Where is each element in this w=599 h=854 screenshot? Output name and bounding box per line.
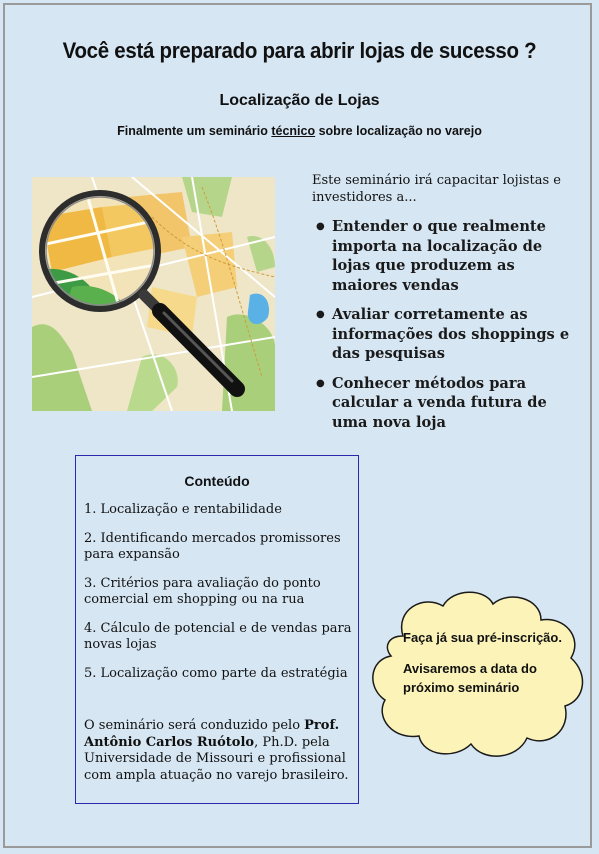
content-title: Conteúdo [184,473,250,489]
instructor-note-end: , Ph.D. pela Universidade de Missouri e profissional com ampla atuação no varejo brasileiro. [84,734,349,783]
benefit-item: ● Entender o que realmente importa na localização de lojas que produzem as maiores vendas [316,217,576,295]
instructor-note-start: O seminário será conduzido pelo [84,718,305,733]
topic-item: 1. Localização e rentabilidade [84,502,282,517]
tagline-emphasis: técnico [271,124,316,138]
instructor-note [84,718,354,784]
content-box [75,455,359,804]
benefits-list [316,217,576,442]
benefit-item: ● Avaliar corretamente as informações dos shoppings e das pesquisas [316,305,576,364]
tagline-text-start: Finalmente um seminário [117,124,272,138]
map-magnifier-illustration [32,177,275,411]
tagline-text-end: sobre localização no varejo [315,124,482,138]
topic-item: 5. Localização como parte da estratégia [84,665,348,681]
page-subtitle: Localização de Lojas [219,92,380,109]
instructor-name: Prof. Antônio Carlos Ruótolo [84,718,340,750]
topic-item: 2. Identificando mercados promissores para expansão [84,530,341,562]
benefit-item: ● Conhecer métodos para calcular a venda futura de uma nova loja [316,374,576,433]
intro-text: Este seminário irá capacitar lojistas e investidores a... [312,173,561,205]
callout-line-next-date: Avisaremos a data do próximo seminário [403,661,537,695]
topic-item: 4. Cálculo de potencial e de vendas para novas lojas [84,620,352,652]
callout-line-preregistration: Faça já sua pré-inscrição. [403,630,562,645]
tagline [0,124,599,138]
callout-text [403,628,563,709]
page-title: Você está preparado para abrir lojas de sucesso ? [62,38,537,63]
topic-item: 3. Critérios para avaliação do ponto comercial em shopping ou na rua [84,575,321,607]
topics-list [84,502,352,694]
